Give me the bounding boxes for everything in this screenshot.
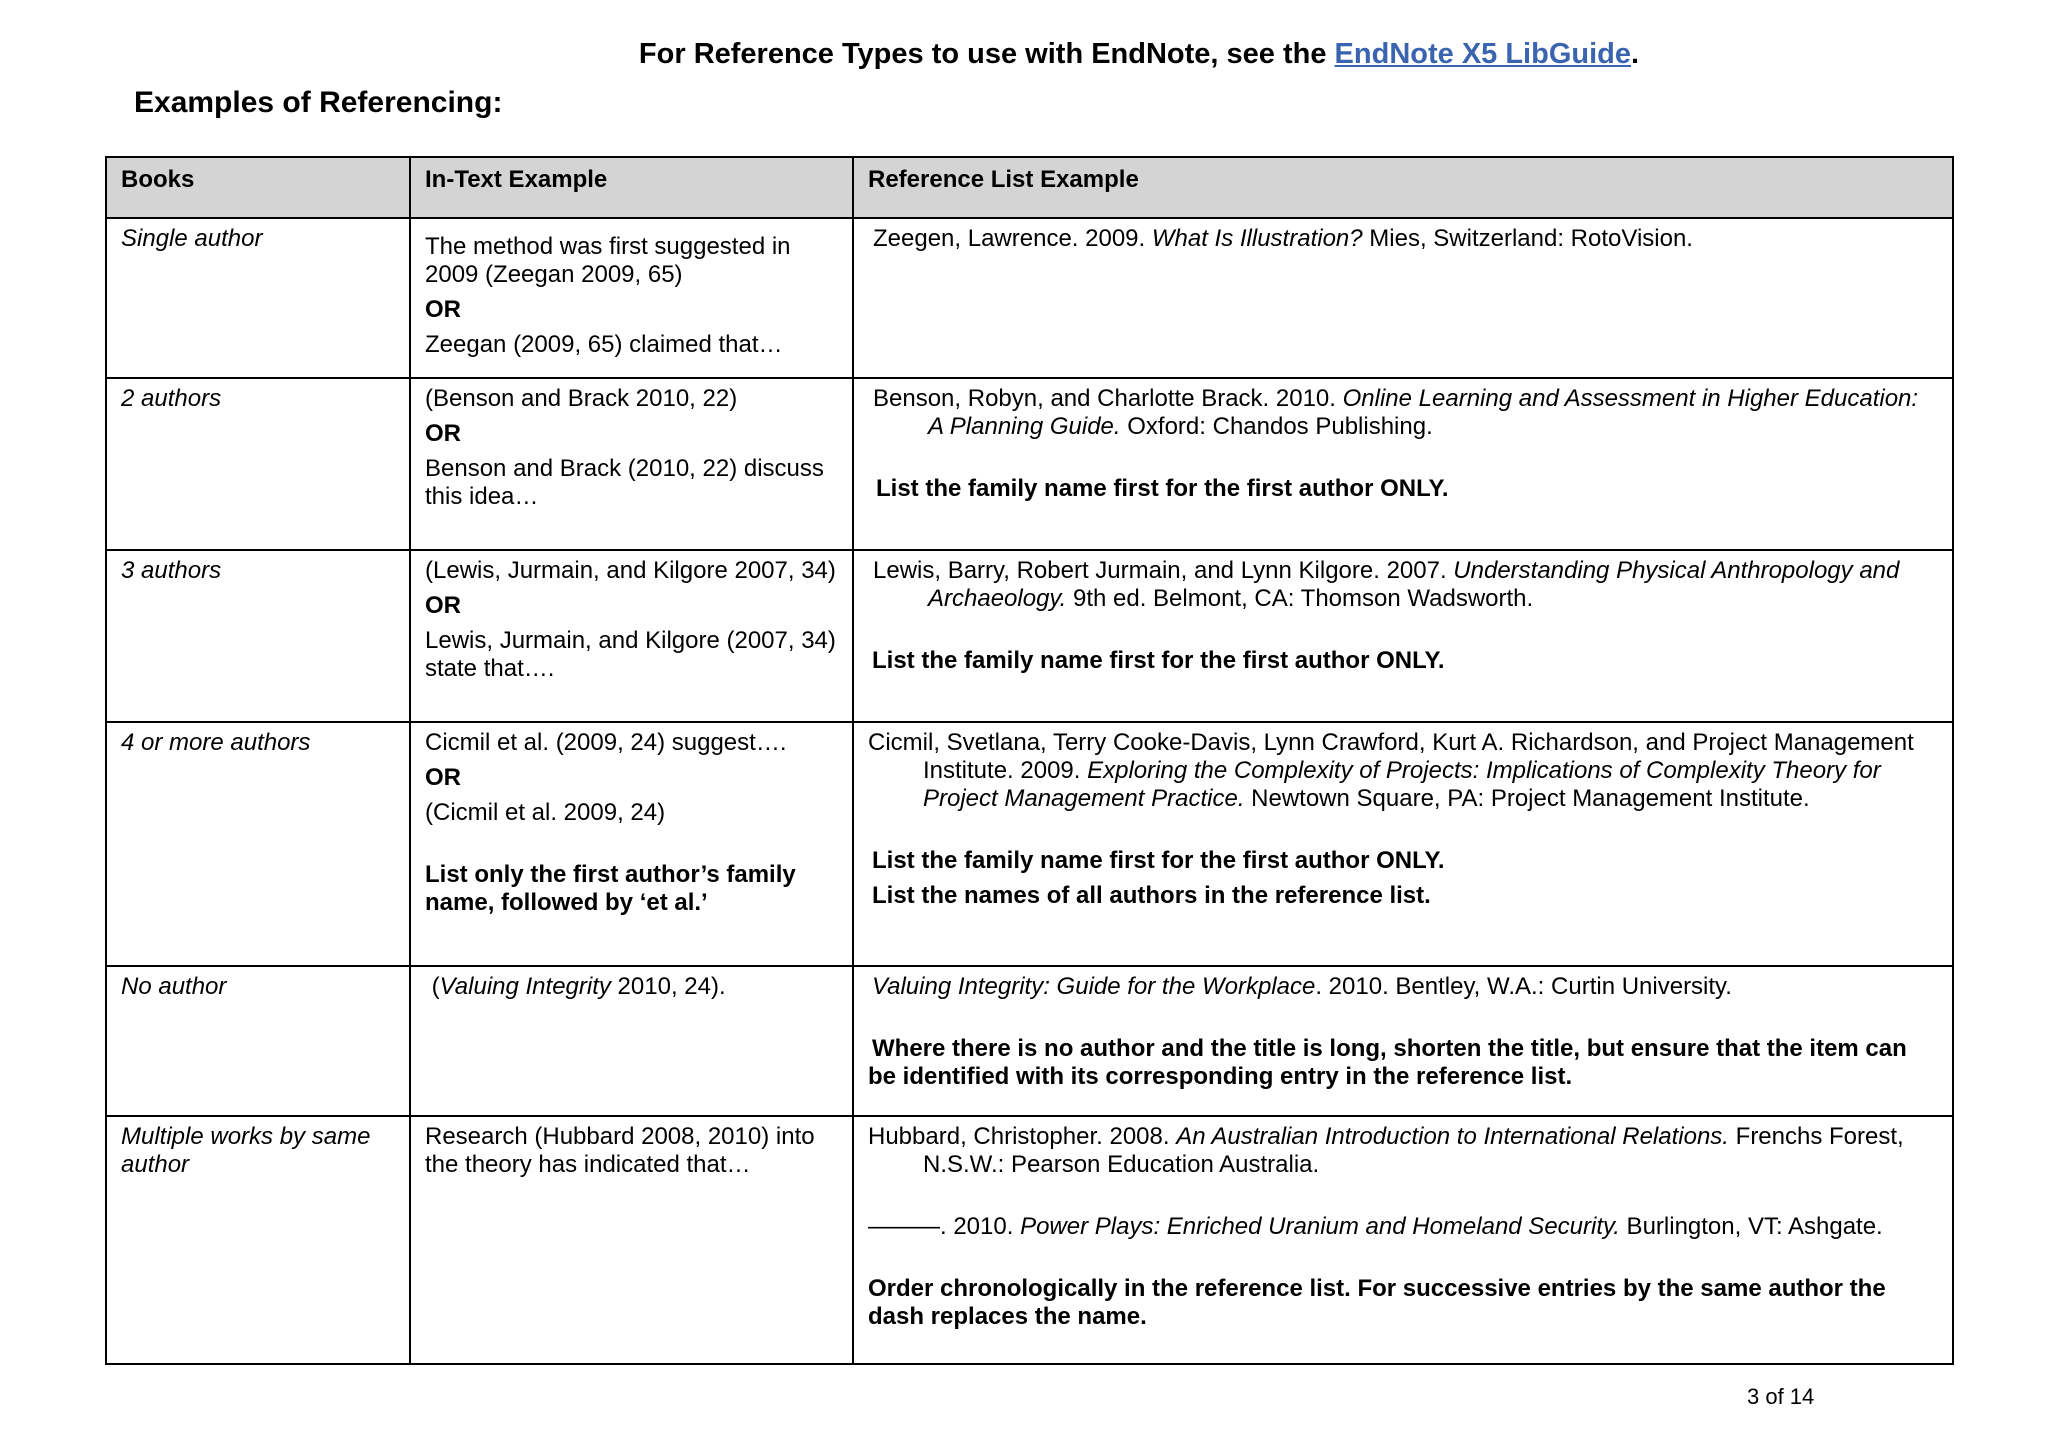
in-text-cell xyxy=(410,378,853,550)
table-row xyxy=(106,378,1953,550)
header-books: Books xyxy=(106,157,410,218)
in-text-example xyxy=(425,973,838,1001)
reference-authors: Benson, Robyn, and Charlotte Brack. 2010. xyxy=(873,385,1343,412)
endnote-note-prefix: For Reference Types to use with EndNote, see the xyxy=(638,38,1335,70)
reference-note: Order chronologically in the reference list. For successive entries by the same author the dash replaces the name. xyxy=(868,1275,1886,1330)
reference-entry xyxy=(868,225,1938,253)
reference-publisher: Burlington, VT: Ashgate. xyxy=(1619,1213,1883,1240)
or-label: OR xyxy=(425,764,461,791)
reference-publisher: Frenchs Forest, N.S.W.: Pearson Education Australia. xyxy=(923,1123,1904,1178)
or-label: OR xyxy=(425,592,461,619)
reference-note: List the family name first for the first author ONLY. xyxy=(872,647,1445,674)
book-type: 3 authors xyxy=(106,550,410,722)
in-text-note: List only the first author’s family name, followed by ‘et al.’ xyxy=(425,861,796,916)
reference-publisher: . 2010. Bentley, W.A.: Curtin University. xyxy=(1315,973,1732,1000)
in-text-example: Benson and Brack (2010, 22) discuss this idea… xyxy=(425,455,824,510)
in-text-example: Research (Hubbard 2008, 2010) into the theory has indicated that… xyxy=(425,1123,815,1178)
reference-authors: Cicmil, Svetlana, Terry Cooke-Davis, Lynn Crawford, Kurt A. Richardson, and Project Management Institute. 2009. xyxy=(868,729,1914,784)
reference-cell xyxy=(853,550,1953,722)
reference-entry xyxy=(868,385,1938,441)
endnote-note xyxy=(0,38,2048,71)
in-text-cell xyxy=(410,1116,853,1364)
reference-cell xyxy=(853,722,1953,966)
in-text-example: Zeegan (2009, 65) claimed that… xyxy=(425,331,783,358)
table-header-row xyxy=(106,157,1953,218)
reference-note: List the family name first for the first author ONLY. xyxy=(876,475,1449,502)
reference-entry xyxy=(868,729,1938,813)
book-type: Single author xyxy=(106,218,410,378)
header-in-text-example: In-Text Example xyxy=(410,157,853,218)
in-text-cell xyxy=(410,218,853,378)
reference-cell xyxy=(853,218,1953,378)
reference-publisher: 9th ed. Belmont, CA: Thomson Wadsworth. xyxy=(1066,585,1534,612)
reference-cell xyxy=(853,1116,1953,1364)
in-text-example: (Cicmil et al. 2009, 24) xyxy=(425,799,666,826)
reference-entry xyxy=(868,1213,1938,1241)
reference-authors: Zeegen, Lawrence. 2009. xyxy=(873,225,1152,252)
reference-publisher: Oxford: Chandos Publishing. xyxy=(1120,413,1433,440)
reference-publisher: Newtown Square, PA: Project Management Institute. xyxy=(1244,785,1810,812)
referencing-examples-table xyxy=(105,156,1954,1365)
in-text-open: ( xyxy=(425,973,440,1000)
table-row xyxy=(106,966,1953,1116)
reference-note: List the family name first for the first author ONLY. xyxy=(872,847,1445,874)
reference-title: Understanding Physical Anthropology and Archaeology. xyxy=(928,557,1900,612)
page-number: 3 of 14 xyxy=(1747,1384,1815,1409)
in-text-title: Valuing Integrity xyxy=(439,973,611,1000)
table-row xyxy=(106,722,1953,966)
reference-cell xyxy=(853,966,1953,1116)
endnote-libguide-link[interactable]: EndNote X5 LibGuide xyxy=(1334,38,1632,70)
reference-title: Valuing Integrity: Guide for the Workplace xyxy=(872,973,1316,1000)
reference-title: What Is Illustration? xyxy=(1151,225,1363,252)
book-type: No author xyxy=(106,966,410,1116)
book-type: Multiple works by same author xyxy=(106,1116,410,1364)
reference-note: List the names of all authors in the reference list. xyxy=(872,882,1431,909)
reference-cell xyxy=(853,378,1953,550)
reference-publisher: Mies, Switzerland: RotoVision. xyxy=(1362,225,1693,252)
reference-authors: Hubbard, Christopher. 2008. xyxy=(868,1123,1177,1150)
in-text-example: (Lewis, Jurmain, and Kilgore 2007, 34) xyxy=(425,557,836,584)
reference-note: Where there is no author and the title is long, shorten the title, but ensure that the item can be identified with its corresponding entry in the reference list. xyxy=(868,1035,1907,1090)
table-row xyxy=(106,550,1953,722)
in-text-example: Lewis, Jurmain, and Kilgore (2007, 34) state that…. xyxy=(425,627,836,682)
reference-title: Exploring the Complexity of Projects: Implications of Complexity Theory for Project Management Practice. xyxy=(923,757,1881,812)
in-text-cell xyxy=(410,722,853,966)
reference-authors: ———. 2010. xyxy=(868,1213,1021,1240)
book-type: 2 authors xyxy=(106,378,410,550)
reference-title: Power Plays: Enriched Uranium and Homeland Security. xyxy=(1020,1213,1620,1240)
endnote-note-suffix: . xyxy=(1631,38,1640,70)
in-text-cell xyxy=(410,966,853,1116)
reference-entry xyxy=(868,973,1938,1001)
reference-entry xyxy=(868,557,1938,613)
in-text-cell xyxy=(410,550,853,722)
in-text-example: (Benson and Brack 2010, 22) xyxy=(425,385,738,412)
table-row xyxy=(106,1116,1953,1364)
reference-title: An Australian Introduction to International Relations. xyxy=(1176,1123,1729,1150)
reference-authors: Lewis, Barry, Robert Jurmain, and Lynn Kilgore. 2007. xyxy=(873,557,1454,584)
or-label: OR xyxy=(425,296,461,323)
reference-title: Online Learning and Assessment in Higher Education: A Planning Guide. xyxy=(928,385,1919,440)
header-reference-list-example: Reference List Example xyxy=(853,157,1953,218)
in-text-example: Cicmil et al. (2009, 24) suggest…. xyxy=(425,729,787,756)
reference-entry xyxy=(868,1123,1938,1179)
in-text-close: 2010, 24). xyxy=(610,973,726,1000)
table-row xyxy=(106,218,1953,378)
or-label: OR xyxy=(425,420,461,447)
book-type: 4 or more authors xyxy=(106,722,410,966)
in-text-example: The method was first suggested in 2009 (Zeegan 2009, 65) xyxy=(425,233,791,288)
page-heading: Examples of Referencing: xyxy=(134,86,503,119)
